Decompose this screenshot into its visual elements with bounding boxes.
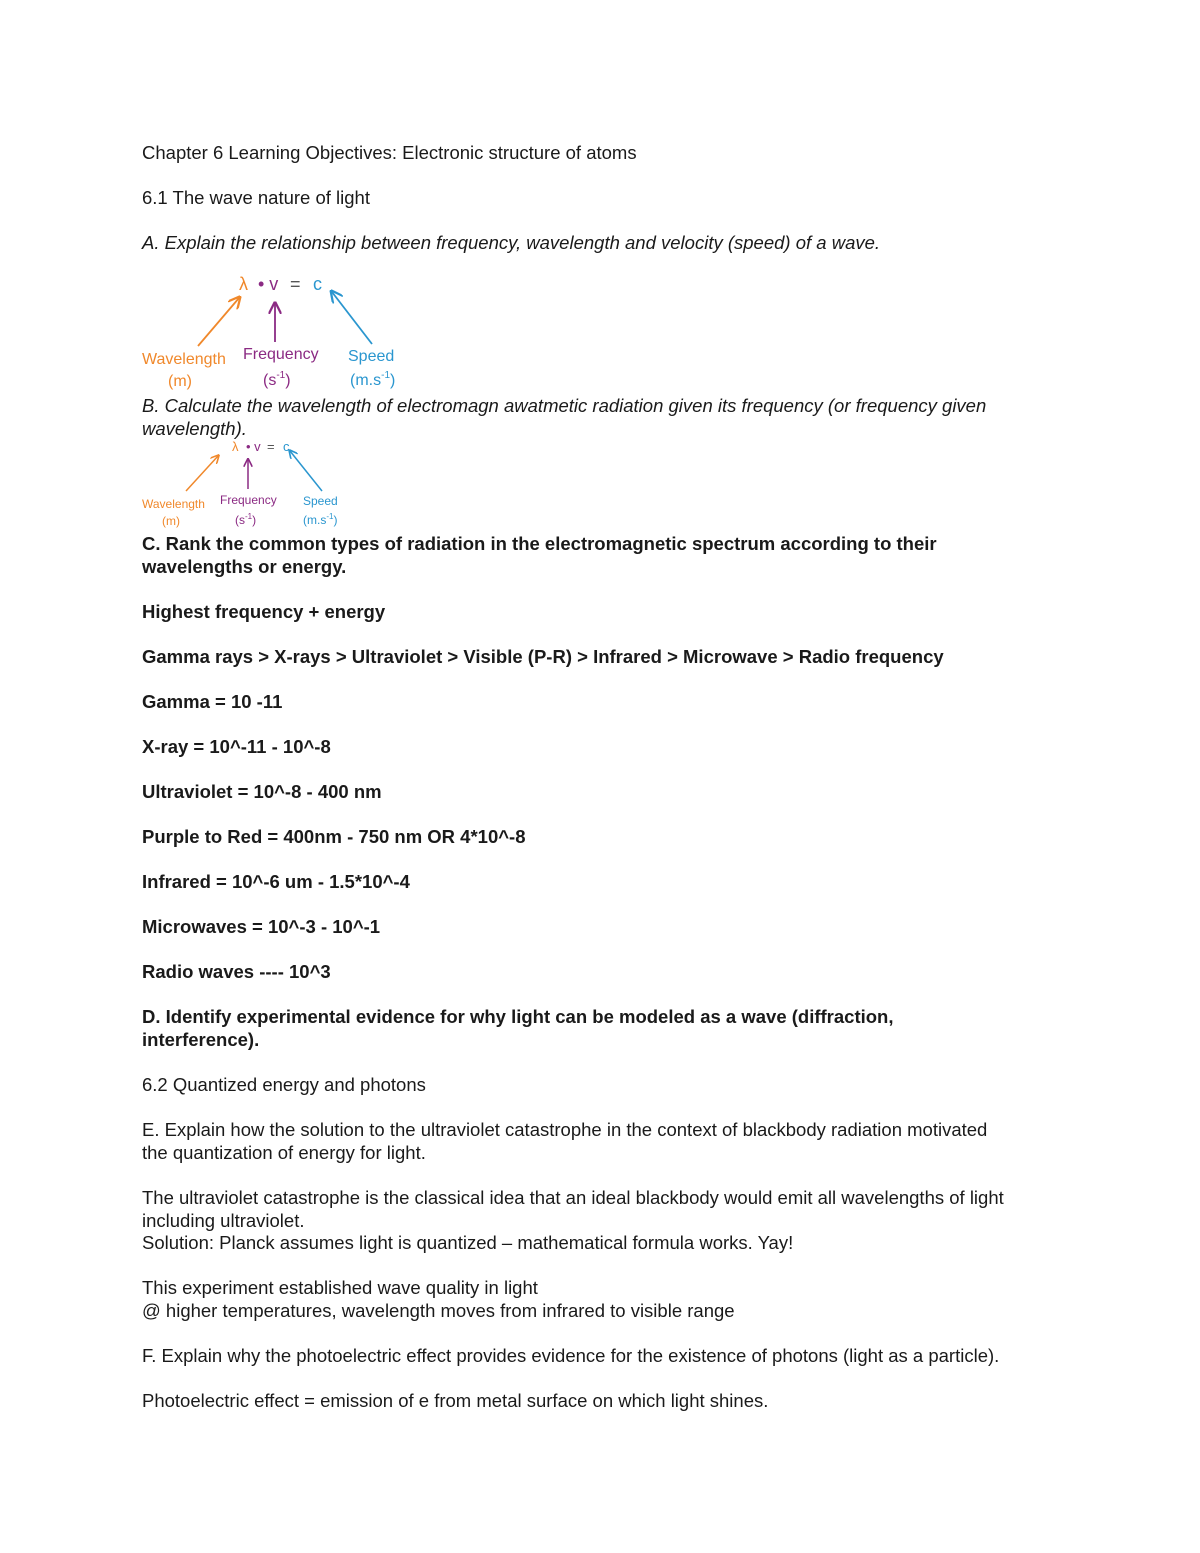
wavelength-arrow [198,298,239,346]
speed-unit-small: $(m.s^{-1})$ [303,512,338,527]
wavelength-label: Wavelength [142,351,226,368]
objective-b-line-2: wavelength). [142,418,247,439]
section-heading-6-2: 6.2 Quantized energy and photons [142,1074,426,1095]
speed-label: Speed [348,348,395,365]
experiment-note: This experiment established wave quality in light [142,1277,538,1298]
wavelength-label-small: Wavelength [142,497,205,511]
wave-equation-figure-small [136,434,356,530]
speed-unit: $(m.s^{-1})$ [350,370,396,389]
wavelength-unit-small: (m) [162,514,180,528]
objective-e-line-2: the quantization of energy for light. [142,1142,426,1163]
section-heading-6-1: 6.1 The wave nature of light [142,187,370,208]
objective-c-line-2: wavelengths or energy. [142,556,347,577]
range-x-ray: X-ray = 10^-11 - 10^-8 [142,736,331,757]
speed-label-small: Speed [303,494,338,508]
frequency-label-small: Frequency [220,493,277,507]
radiation-ranking: Gamma rays > X-rays > Ultraviolet > Visible (P-R) > Infrared > Microwave > Radio frequency [142,646,944,667]
range-infrared: Infrared = 10^-6 um - 1.5*10^-4 [142,871,410,892]
uv-catastrophe-line-1: The ultraviolet catastrophe is the classical idea that an ideal blackbody would emit all wavelengths of light [142,1187,1004,1208]
uv-catastrophe-line-2: including ultraviolet. [142,1210,305,1231]
speed-arrow-small [290,451,322,491]
photoelectric-definition: Photoelectric effect = emission of e from metal surface on which light shines. [142,1390,769,1411]
range-radio-waves: Radio waves ---- 10^3 [142,961,331,982]
dot-v-symbol: • v [258,274,279,294]
wave-equation-figure [136,268,416,392]
c-symbol: c [313,274,322,294]
equals-sign-small: = [267,439,275,454]
range-gamma: Gamma = 10 -11 [142,691,283,712]
range-visible: Purple to Red = 400nm - 750 nm OR 4*10^-8 [142,826,526,847]
objective-a: A. Explain the relationship between frequency, wavelength and velocity (speed) of a wave. [142,232,881,253]
range-microwaves: Microwaves = 10^-3 - 10^-1 [142,916,381,937]
wave-equation-diagram-small [136,434,356,535]
lambda-symbol-small: λ [232,439,239,454]
dot-v-symbol-small: • v [246,439,261,454]
equals-sign: = [290,274,301,294]
wavelength-arrow-small [186,456,218,491]
planck-solution: Solution: Planck assumes light is quantized – mathematical formula works. Yay! [142,1232,794,1253]
objective-f: F. Explain why the photoelectric effect provides evidence for the existence of photons (light as a particle). [142,1345,1000,1366]
frequency-label: Frequency [243,346,319,363]
chapter-title: Chapter 6 Learning Objectives: Electronic structure of atoms [142,142,637,163]
objective-c-line-1: C. Rank the common types of radiation in the electromagnetic spectrum according to their [142,533,937,554]
range-ultraviolet: Ultraviolet = 10^-8 - 400 nm [142,781,382,802]
objective-e-line-1: E. Explain how the solution to the ultraviolet catastrophe in the context of blackbody radiation motivated [142,1119,988,1140]
wavelength-unit: (m) [168,373,192,390]
highest-frequency-heading: Highest frequency + energy [142,601,386,622]
speed-arrow [332,292,372,344]
lambda-symbol: λ [239,274,248,294]
higher-temperature-note: @ higher temperatures, wavelength moves from infrared to visible range [142,1300,735,1321]
objective-b-line-1: B. Calculate the wavelength of electromagn awatmetic radiation given its frequency (or frequency given [142,395,987,416]
objective-d-line-1: D. Identify experimental evidence for why light can be modeled as a wave (diffraction, [142,1006,894,1027]
c-symbol-small: c [283,439,290,454]
objective-d-line-2: interference). [142,1029,260,1050]
wave-equation-diagram-large [136,268,416,397]
frequency-unit-small: $(s^{-1})$ [235,512,257,527]
frequency-unit: $(s^{-1})$ [263,370,291,389]
